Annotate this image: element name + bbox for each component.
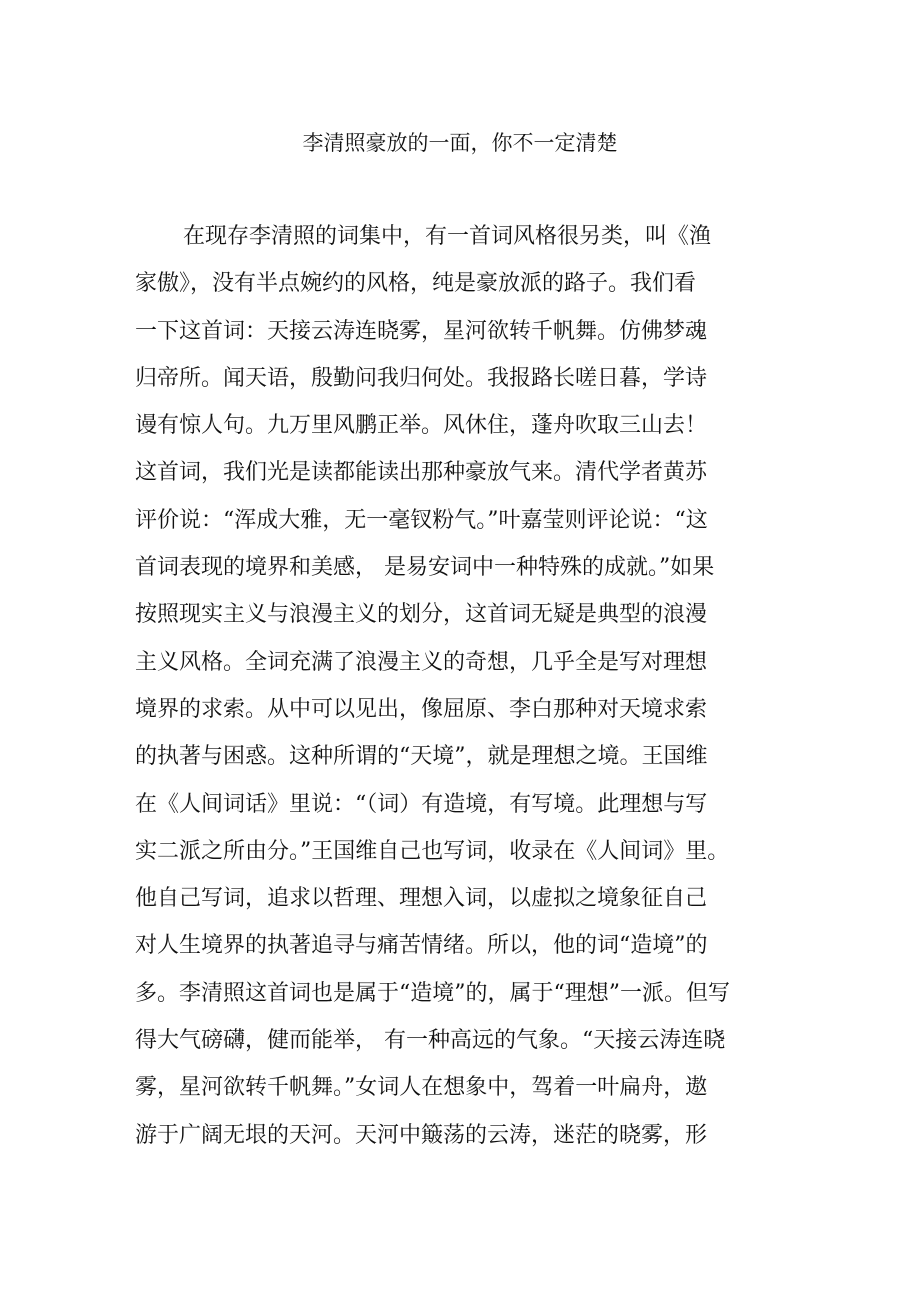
text-line: 游于广阔无垠的天河。天河中簸荡的云涛，迷茫的晓雾，形 bbox=[135, 1122, 708, 1148]
text-line: 对人生境界的执著追寻与痛苦情绪。所以，他的词“造境”的 bbox=[135, 933, 708, 959]
text-line: 的执著与困惑。这种所谓的“天境”，就是理想之境。王国维 bbox=[135, 744, 708, 770]
text-line: 在《人间词话》里说：“（词）有造境，有写境。此理想与写 bbox=[135, 791, 708, 817]
text-line: 他自己写词，追求以哲理、理想入词，以虚拟之境象征自己 bbox=[135, 886, 708, 912]
text-line: 多。李清照这首词也是属于“造境”的，属于“理想”一派。但写 bbox=[135, 980, 730, 1006]
text-line: 这首词，我们光是读都能读出那种豪放气来。清代学者黄苏 bbox=[135, 460, 708, 486]
text-line: 境界的求索。从中可以见出，像屈原、李白那种对天境求索 bbox=[135, 696, 708, 722]
text-line: 家傲》，没有半点婉约的风格，纯是豪放派的路子。我们看 bbox=[135, 271, 697, 297]
text-line: 按照现实主义与浪漫主义的划分，这首词无疑是典型的浪漫 bbox=[135, 602, 708, 628]
text-line: 一下这首词：天接云涛连晓雾，星河欲转千帆舞。仿佛梦魂 bbox=[135, 318, 708, 344]
text-line: 首词表现的境界和美感， 是易安词中一种特殊的成就。”如果 bbox=[135, 555, 715, 581]
text-line: 在现存李清照的词集中，有一首词风格很另类，叫《渔 bbox=[183, 224, 712, 249]
text-line: 得大气磅礴，健而能举， 有一种高远的气象。“天接云涛连晓 bbox=[135, 1028, 726, 1054]
page-title: 李清照豪放的一面，你不一定清楚 bbox=[302, 131, 618, 155]
text-line: 雾，星河欲转千帆舞。”女词人在想象中，驾着一叶扁舟，遨 bbox=[135, 1075, 708, 1101]
text-line: 评价说：“浑成大雅，无一毫钗粉气。”叶嘉莹则评论说：“这 bbox=[135, 507, 708, 533]
text-line: 实二派之所由分。”王国维自己也写词，收录在《人间词》里。 bbox=[135, 838, 730, 864]
text-line: 归帝所。闻天语，殷勤问我归何处。我报路长嗟日暮，学诗 bbox=[135, 365, 708, 391]
article-body bbox=[135, 222, 835, 1168]
text-line: 谩有惊人句。九万里风鹏正举。风休住，蓬舟吹取三山去！ bbox=[135, 413, 708, 439]
text-line: 主义风格。全词充满了浪漫主义的奇想，几乎全是写对理想 bbox=[135, 649, 708, 675]
